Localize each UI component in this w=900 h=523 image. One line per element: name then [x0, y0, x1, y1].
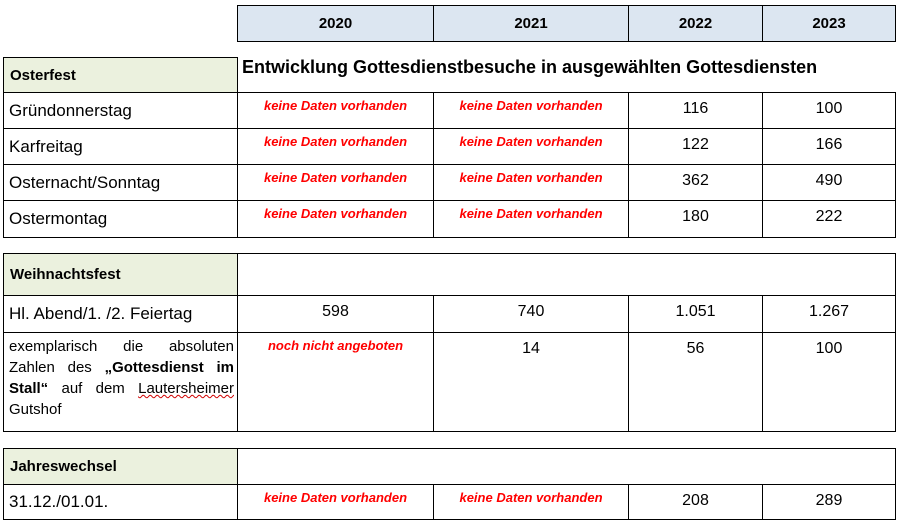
section-spacer: [237, 253, 896, 296]
value-2022: 208: [628, 484, 763, 520]
no-data-2020: keine Daten vorhanden: [237, 484, 434, 520]
no-data-2021: keine Daten vorhanden: [433, 128, 629, 165]
no-data-2021: keine Daten vorhanden: [433, 164, 629, 201]
no-data-2020: keine Daten vorhanden: [237, 200, 434, 238]
section-label-weihnachtsfest: Weihnachtsfest: [3, 253, 238, 296]
value-2020: 598: [237, 295, 434, 333]
row-description-stall: [3, 332, 238, 432]
year-header-2023: 2023: [762, 5, 896, 42]
value-2023: 490: [762, 164, 896, 201]
value-2023: 289: [762, 484, 896, 520]
not-offered-2020: noch nicht angeboten: [237, 332, 434, 432]
no-data-2021: keine Daten vorhanden: [433, 484, 629, 520]
section-spacer: [237, 448, 896, 485]
row-label: 31.12./01.01.: [3, 484, 238, 520]
no-data-2020: keine Daten vorhanden: [237, 128, 434, 165]
desc-text-a: exemplarisch die absoluten Zahlen des: [9, 338, 234, 376]
value-2022: 56: [628, 332, 763, 432]
year-header-2021: 2021: [433, 5, 629, 42]
section-label-osterfest: Osterfest: [3, 57, 238, 93]
row-label: Osternacht/Sonntag: [3, 164, 238, 201]
value-2022: 122: [628, 128, 763, 165]
no-data-2020: keine Daten vorhanden: [237, 92, 434, 129]
value-2023: 222: [762, 200, 896, 238]
desc-text-bold: „Gottesdienst im Stall“: [9, 359, 234, 397]
value-2023: 100: [762, 92, 896, 129]
desc-text-b: auf dem: [48, 380, 139, 397]
value-2023: 166: [762, 128, 896, 165]
desc-text-wavy: Lautersheimer: [138, 380, 234, 397]
value-2022: 116: [628, 92, 763, 129]
row-label: Gründonnerstag: [3, 92, 238, 129]
value-2021: 740: [433, 295, 629, 333]
value-2021: 14: [433, 332, 629, 432]
year-header-2020: 2020: [237, 5, 434, 42]
value-2023: 100: [762, 332, 896, 432]
section-label-jahreswechsel: Jahreswechsel: [3, 448, 238, 485]
value-2023: 1.267: [762, 295, 896, 333]
year-header-2022: 2022: [628, 5, 763, 42]
no-data-2020: keine Daten vorhanden: [237, 164, 434, 201]
value-2022: 180: [628, 200, 763, 238]
row-label: Karfreitag: [3, 128, 238, 165]
value-2022: 1.051: [628, 295, 763, 333]
page-title: Entwicklung Gottesdienstbesuche in ausgewählten Gottesdiensten: [242, 57, 818, 77]
section-title-band: [237, 57, 896, 93]
no-data-2021: keine Daten vorhanden: [433, 200, 629, 238]
no-data-2021: keine Daten vorhanden: [433, 92, 629, 129]
desc-text-c: Gutshof: [9, 401, 62, 418]
row-label: Hl. Abend/1. /2. Feiertag: [3, 295, 238, 333]
value-2022: 362: [628, 164, 763, 201]
row-label: Ostermontag: [3, 200, 238, 238]
